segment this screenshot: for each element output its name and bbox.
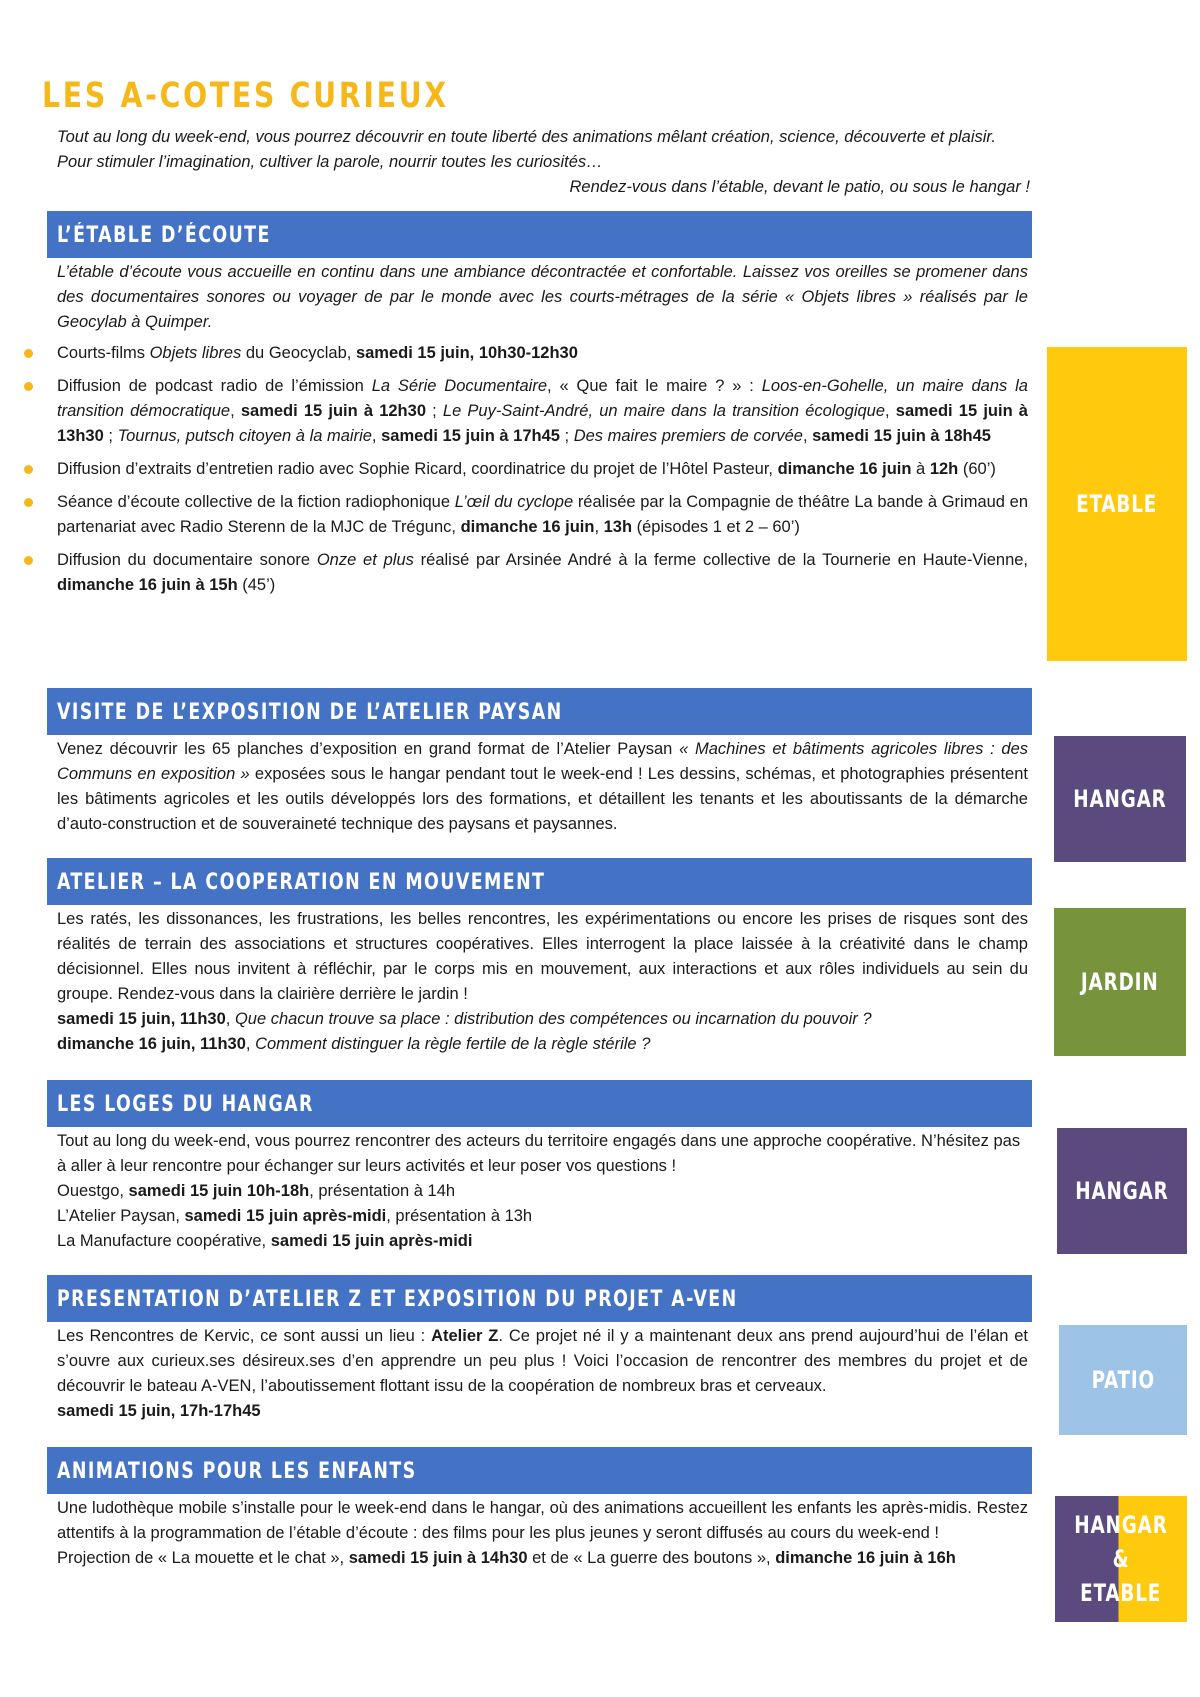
- section-etable-ecoute: [47, 211, 1032, 606]
- list-item: Diffusion de podcast radio de l’émission La Série Documentaire, « Que fait le maire ? » : Loos-en-Gohelle, un maire dans la transition démocratique, samedi 15 juin à 12h30 ; Le Puy-Saint-André, un maire dans la transition écologique, samedi 15 juin à 13h30 ; Tournus, putsch citoyen à la mairie, samedi 15 juin à 17h45 ; Des maires premiers de corvée, samedi 15 juin à 18h45: [57, 374, 1028, 449]
- list-item: Diffusion d’extraits d’entretien radio avec Sophie Ricard, coordinatrice du projet de l’Hôtel Pasteur, dimanche 16 juin à 12h (60’): [57, 457, 1028, 482]
- section-body: [47, 1127, 1032, 1254]
- section-body: [47, 258, 1032, 598]
- tag-label: HANGAR: [1073, 785, 1167, 813]
- tag-label: HANGAR: [1075, 1177, 1169, 1205]
- location-tag-patio: [1059, 1325, 1187, 1435]
- section-text: Tout au long du week-end, vous pourrez rencontrer des acteurs du territoire engagés dans une approche coopérative. N’hésitez pas à aller à leur rencontre pour échanger sur leurs activités et leur poser vos questions !: [57, 1132, 1021, 1175]
- section-animations-enfants: [47, 1447, 1032, 1571]
- section-header: [47, 1447, 1032, 1494]
- section-body: [47, 1494, 1032, 1571]
- section-title: ANIMATIONS POUR LES ENFANTS: [57, 1459, 417, 1484]
- program-list: [57, 341, 1028, 598]
- section-body: [47, 905, 1032, 1057]
- section-title: PRESENTATION D’ATELIER Z ET EXPOSITION DU PROJET A-VEN: [57, 1287, 738, 1312]
- tag-label: JARDIN: [1081, 968, 1159, 996]
- section-atelier-cooperation: [47, 858, 1032, 1057]
- exhibitor-line: Ouestgo, samedi 15 juin 10h-18h, présentation à 14h: [57, 1182, 456, 1200]
- screening-line: Projection de « La mouette et le chat », samedi 15 juin à 14h30 et de « La guerre des boutons », dimanche 16 juin à 16h: [57, 1549, 956, 1567]
- section-header: [47, 858, 1032, 905]
- exhibitor-line: L’Atelier Paysan, samedi 15 juin après-midi, présentation à 13h: [57, 1207, 533, 1225]
- tag-label: HANGAR & ETABLE: [1074, 1511, 1168, 1607]
- section-atelier-z: [47, 1275, 1032, 1424]
- section-title: LES LOGES DU HANGAR: [57, 1092, 314, 1117]
- section-header: [47, 1275, 1032, 1322]
- session-line: samedi 15 juin, 17h-17h45: [57, 1402, 261, 1420]
- location-tag-hangar: [1054, 736, 1186, 862]
- location-tag-hangar: [1057, 1128, 1187, 1254]
- list-item: Courts-films Objets libres du Geocyclab, samedi 15 juin, 10h30-12h30: [57, 341, 1028, 366]
- section-loges-hangar: [47, 1080, 1032, 1254]
- section-text: Les Rencontres de Kervic, ce sont aussi un lieu : Atelier Z. Ce projet né il y a maintenant deux ans prend aujourd’hui de l’élan et s’ouvre aux curieux.ses désireux.ses d’en apprendre un peu plus ! Voici l’occasion de rencontrer des membres du projet et de découvrir le bateau A-VEN, l’aboutissement flottant issu de la coopération de nombreux bras et cerveaux.: [57, 1327, 1028, 1395]
- section-title: ATELIER – LA COOPERATION EN MOUVEMENT: [57, 870, 546, 895]
- page-title: LES A-COTES CURIEUX: [42, 76, 449, 116]
- intro-paragraph: [57, 125, 1030, 200]
- exhibitor-line: La Manufacture coopérative, samedi 15 juin après-midi: [57, 1232, 473, 1250]
- section-header: [47, 211, 1032, 258]
- intro-rendezvous: Rendez-vous dans l’étable, devant le patio, ou sous le hangar !: [569, 178, 1030, 196]
- section-intro: L’étable d’écoute vous accueille en continu dans une ambiance décontractée et confortable. Laissez vos oreilles se promener dans des documentaires sonores ou voyager de par le monde avec les courts-métrages de la série « Objets libres » réalisés par le Geocylab à Quimper.: [57, 263, 1028, 331]
- section-text: Les ratés, les dissonances, les frustrations, les belles rencontres, les expérimentations ou encore les prises de risques sont des réalités de terrain des associations et structures coopératives. Elles interrogent la place laissée à la créativité dans le champ décisionnel. Elles nous invitent à réfléchir, par le corps mis en mouvement, aux interactions et aux rôles individuels au sein du groupe. Rendez-vous dans la clairière derrière le jardin !: [57, 910, 1028, 1003]
- section-text: Venez découvrir les 65 planches d’exposition en grand format de l’Atelier Paysan « Machines et bâtiments agricoles libres : des Communs en exposition » exposées sous le hangar pendant tout le week-end ! Les dessins, schémas, et photographies présentent les bâtiments agricoles et les outils développés lors des formations, et détaillent les tenants et les aboutissants de la démarche d’auto-construction et de souveraineté technique des paysans et paysannes.: [57, 740, 1029, 833]
- section-body: [47, 1322, 1032, 1424]
- location-tag-jardin: [1054, 908, 1186, 1056]
- tag-label: PATIO: [1091, 1366, 1155, 1394]
- session-line: dimanche 16 juin, 11h30, Comment distinguer la règle fertile de la règle stérile ?: [57, 1035, 651, 1053]
- section-body: [47, 735, 1032, 837]
- section-text: Une ludothèque mobile s’installe pour le week-end dans le hangar, où des animations accueillent les enfants les après-midis. Restez attentifs à la programmation de l’étable d’écoute : des films pour les plus jeunes y seront diffusés au cours du week-end !: [57, 1499, 1028, 1542]
- list-item: Diffusion du documentaire sonore Onze et plus réalisé par Arsinée André à la ferme collective de la Tournerie en Haute-Vienne, dimanche 16 juin à 15h (45’): [57, 548, 1028, 598]
- section-title: VISITE DE L’EXPOSITION DE L’ATELIER PAYSAN: [57, 700, 563, 725]
- intro-text: Tout au long du week-end, vous pourrez découvrir en toute liberté des animations mêlant création, science, découverte et plaisir. Pour stimuler l’imagination, cultiver la parole, nourrir toutes les curiosités…: [57, 128, 996, 171]
- section-title: L’ÉTABLE D’ÉCOUTE: [57, 223, 271, 248]
- session-line: samedi 15 juin, 11h30, Que chacun trouve sa place : distribution des compétences ou incarnation du pouvoir ?: [57, 1010, 872, 1028]
- section-header: [47, 1080, 1032, 1127]
- section-exposition: [47, 688, 1032, 837]
- section-header: [47, 688, 1032, 735]
- list-item: Séance d’écoute collective de la fiction radiophonique L’œil du cyclope réalisée par la Compagnie de théâtre La bande à Grimaud en partenariat avec Radio Sterenn de la MJC de Trégunc, dimanche 16 juin, 13h (épisodes 1 et 2 – 60’): [57, 490, 1028, 540]
- location-tag-hangar-etable: [1055, 1496, 1187, 1622]
- tag-label: ETABLE: [1076, 490, 1158, 518]
- location-tag-etable: [1047, 347, 1187, 661]
